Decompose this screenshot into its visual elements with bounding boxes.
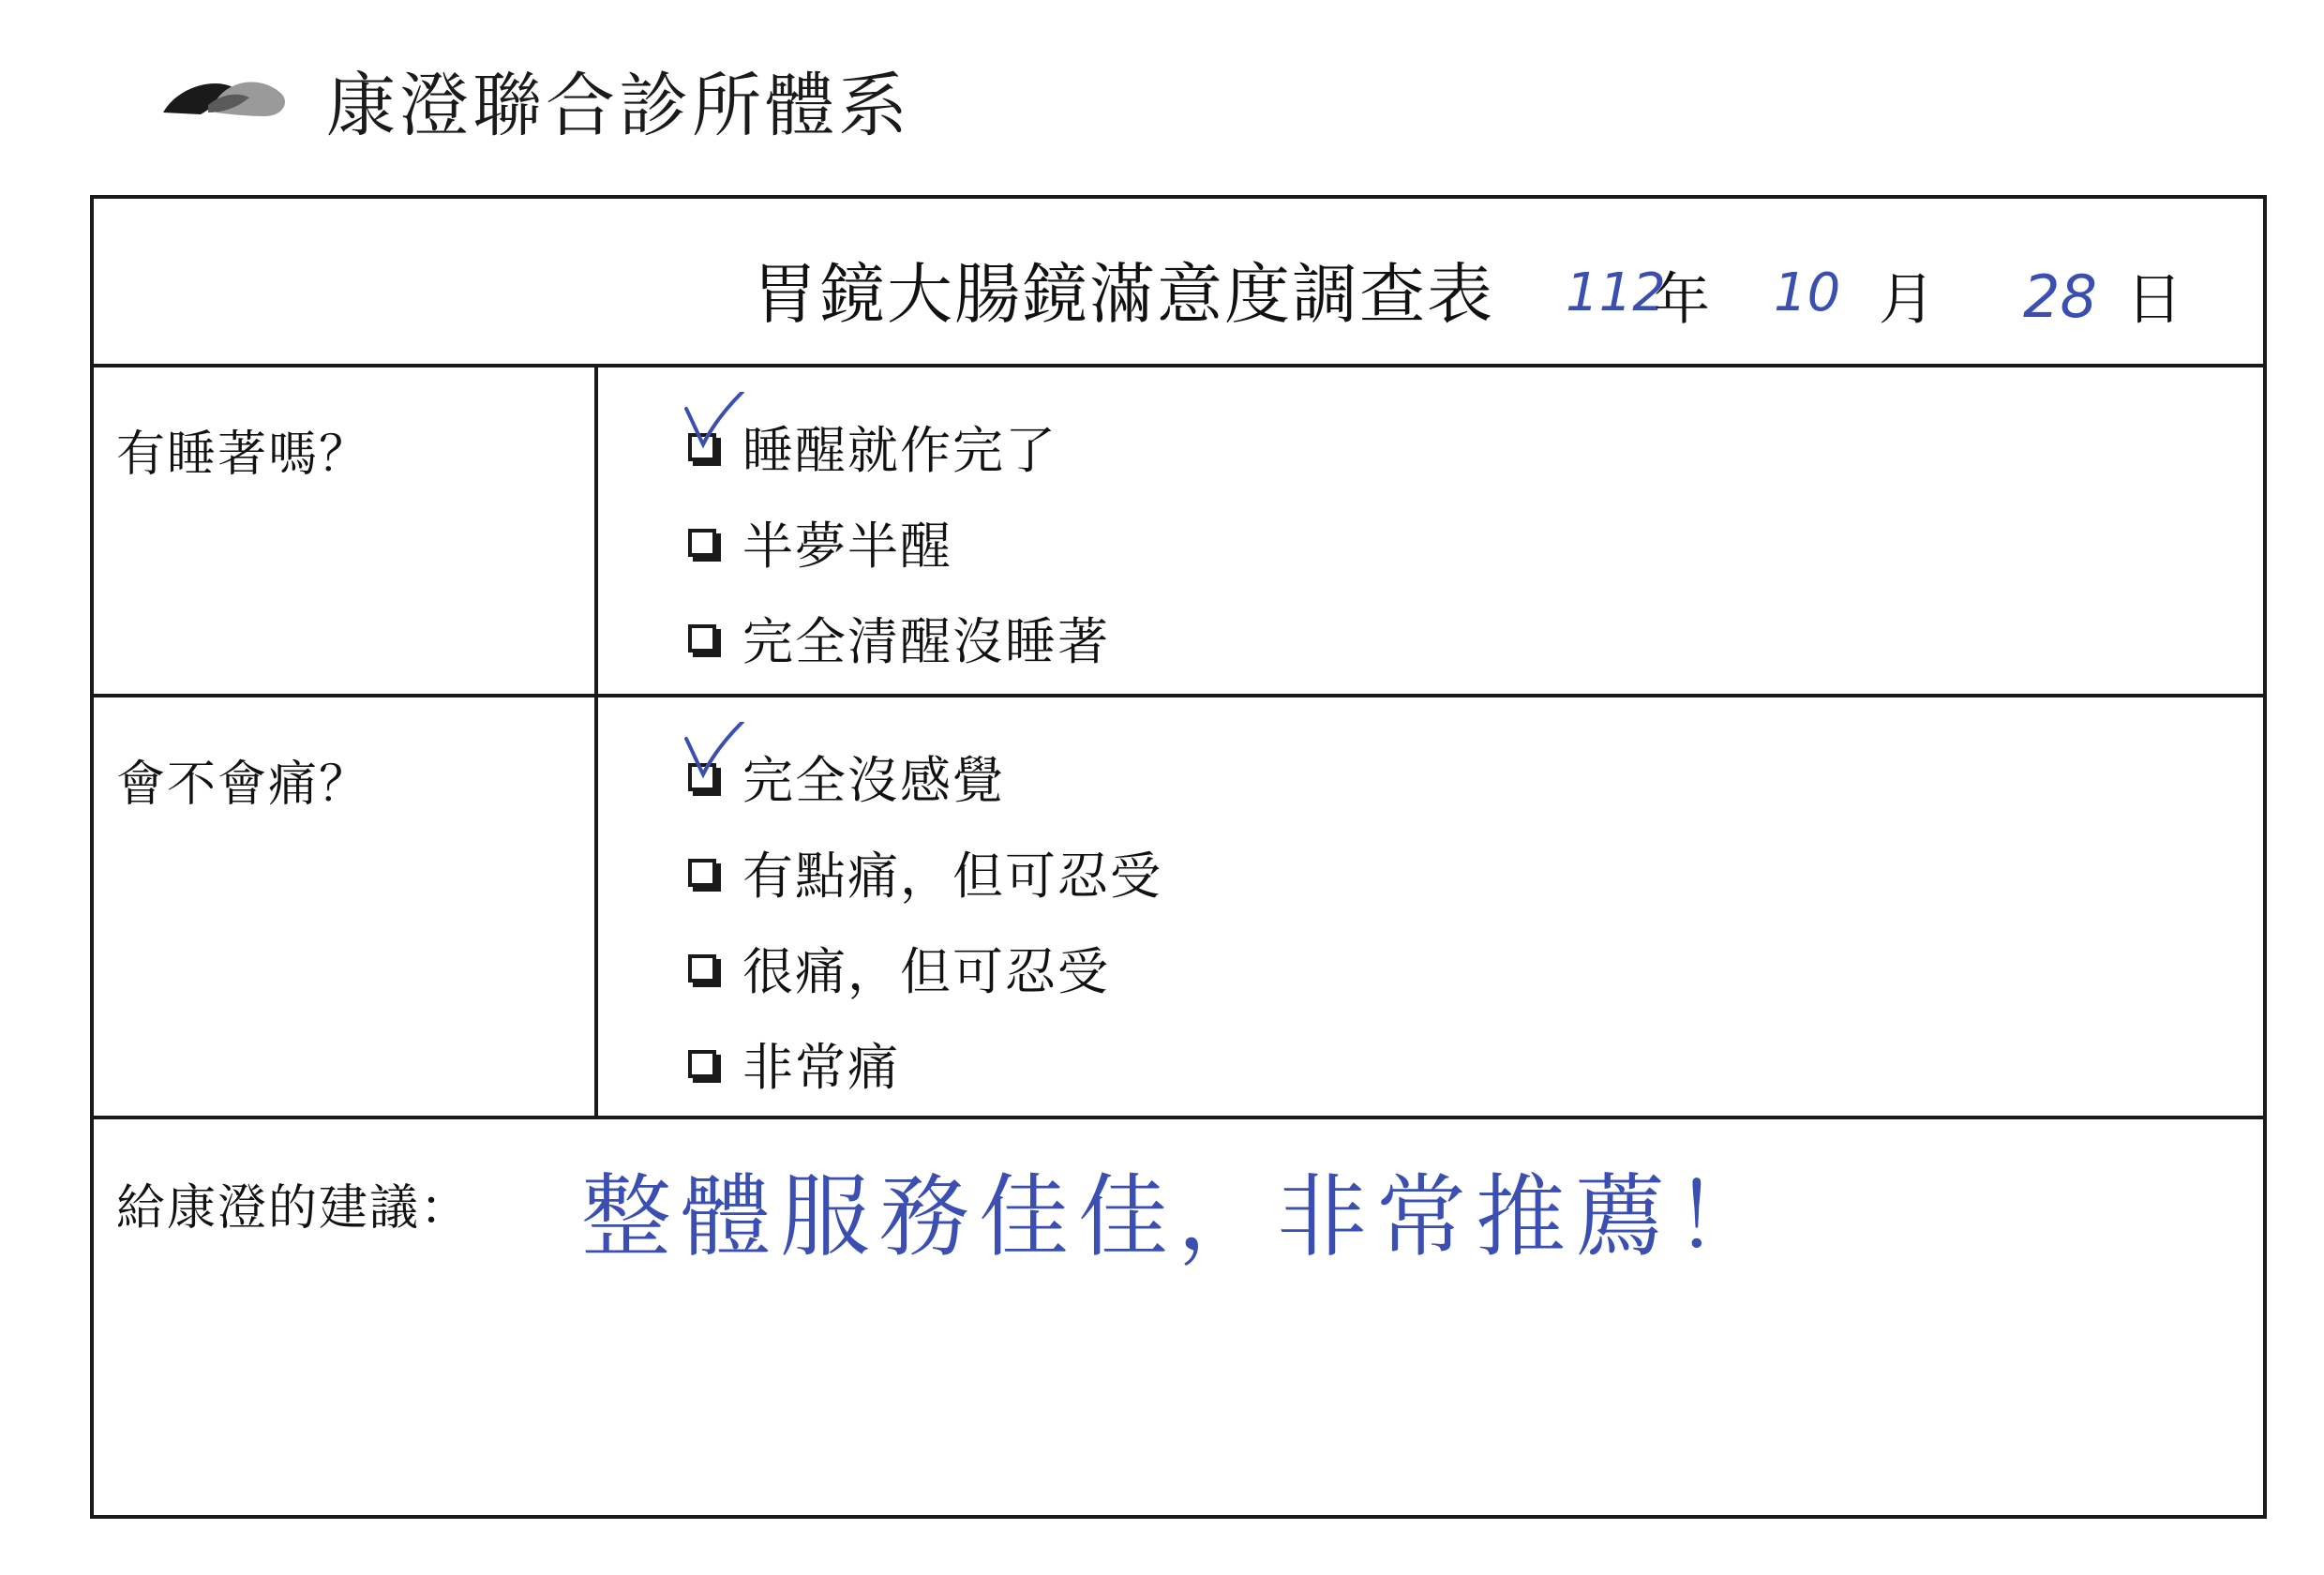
option-pain-3[interactable] xyxy=(688,932,1110,1004)
checkbox[interactable] xyxy=(688,1050,716,1078)
suggestion-label: 給康澄的建議： xyxy=(116,1180,472,1237)
option-label: 很痛，但可忍受 xyxy=(742,942,1110,1001)
cloud-brush-logo-icon xyxy=(159,68,291,133)
option-label: 睡醒就作完了 xyxy=(742,421,1057,480)
form-title: 胃鏡大腸鏡滿意度調查表 xyxy=(752,256,1494,333)
option-label: 半夢半醒 xyxy=(742,517,952,576)
question-pain-label: 會不會痛？ xyxy=(116,757,370,813)
title-row xyxy=(94,199,2263,368)
day-label: 日 xyxy=(2126,267,2182,333)
checkbox[interactable] xyxy=(688,954,716,982)
handwritten-check-icon xyxy=(682,392,757,467)
month-label: 月 xyxy=(1879,267,1935,333)
clinic-header xyxy=(159,49,911,152)
survey-form xyxy=(90,195,2267,1519)
option-sleep-3[interactable] xyxy=(688,602,1110,674)
option-pain-4[interactable] xyxy=(688,1028,900,1100)
year-value[interactable]: 112 xyxy=(1566,262,1666,323)
column-divider xyxy=(594,364,598,1116)
option-label: 完全沒感覺 xyxy=(742,751,1005,810)
year-label: 年 xyxy=(1654,267,1710,333)
question-sleep-label: 有睡著嗎？ xyxy=(116,427,370,483)
divider-q1 xyxy=(94,694,2263,698)
option-label: 有點痛，但可忍受 xyxy=(742,847,1162,906)
month-value[interactable]: 10 xyxy=(1774,262,1841,323)
option-pain-2[interactable] xyxy=(688,836,1162,908)
suggestion-handwritten-text[interactable]: 整體服務佳佳，非常推薦！ xyxy=(581,1164,1774,1269)
checkbox[interactable] xyxy=(688,763,716,791)
handwritten-check-icon xyxy=(682,722,757,797)
option-pain-1[interactable] xyxy=(688,741,1005,813)
checkbox[interactable] xyxy=(688,433,716,461)
option-sleep-2[interactable] xyxy=(688,506,952,578)
checkbox[interactable] xyxy=(688,529,716,557)
day-value[interactable]: 28 xyxy=(2023,262,2097,331)
divider-q2 xyxy=(94,1116,2263,1119)
option-label: 非常痛 xyxy=(742,1038,900,1097)
option-sleep-1[interactable] xyxy=(688,411,1057,483)
checkbox[interactable] xyxy=(688,859,716,887)
org-name: 康澄聯合診所體系 xyxy=(326,66,911,146)
checkbox[interactable] xyxy=(688,624,716,652)
option-label: 完全清醒沒睡著 xyxy=(742,612,1110,671)
